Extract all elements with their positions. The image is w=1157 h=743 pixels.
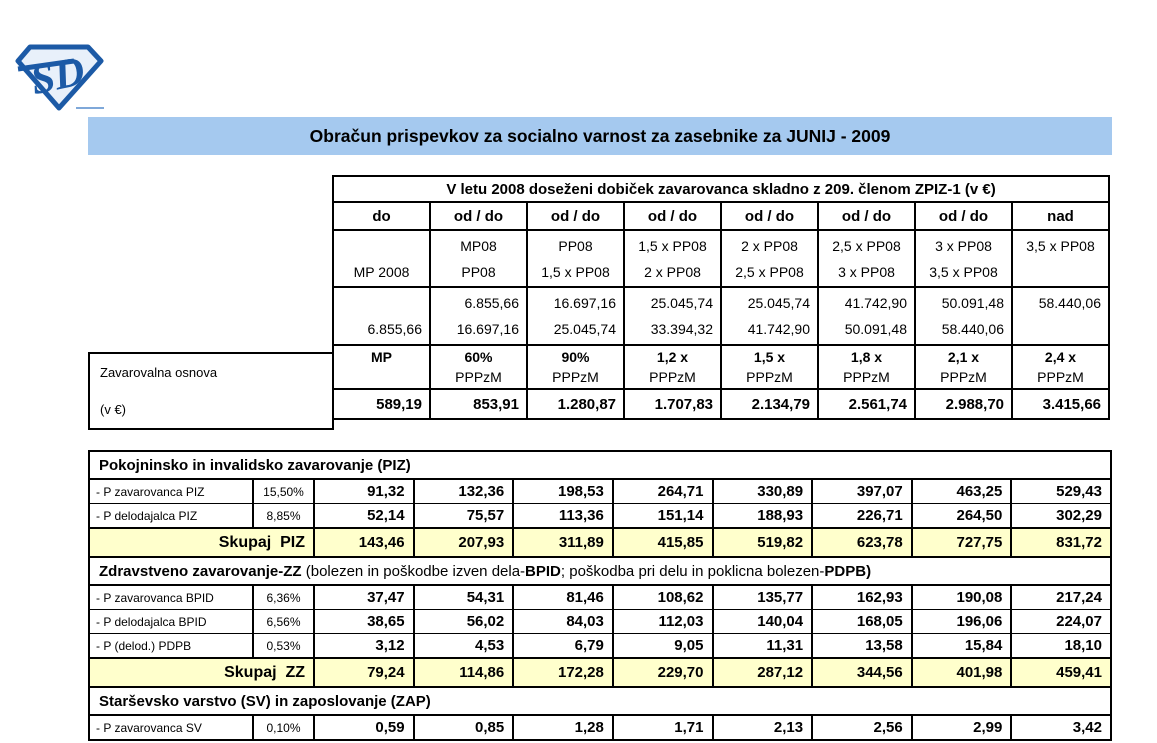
section-header-text: ; poškodba pri delu in poklicna bolezen- bbox=[560, 562, 825, 580]
bracket-range-cell: do bbox=[333, 202, 430, 230]
contribution-value: 9,05 bbox=[613, 634, 713, 659]
sd-diamond-logo bbox=[14, 42, 106, 114]
contribution-value: 0,85 bbox=[414, 715, 514, 740]
section-header-text: BPID bbox=[525, 562, 561, 580]
bracket-bound-cell: PP08 1,5 x PP08 bbox=[527, 230, 624, 287]
contribution-value: 108,62 bbox=[613, 585, 713, 610]
insurance-base-values-row bbox=[333, 389, 1109, 419]
bracket-amount-cell: 41.742,90 50.091,48 bbox=[818, 287, 915, 345]
bracket-amount-cell: 25.045,74 41.742,90 bbox=[721, 287, 818, 345]
contribution-label: - P delodajalca PIZ bbox=[89, 504, 253, 529]
total-value: 172,28 bbox=[513, 658, 613, 687]
total-value: 311,89 bbox=[513, 528, 613, 557]
total-value: 344,56 bbox=[812, 658, 912, 687]
contribution-value: 1,71 bbox=[613, 715, 713, 740]
contribution-value: 151,14 bbox=[613, 504, 713, 529]
insurance-base-header-cell: 1,8 x PPPzM bbox=[818, 345, 915, 389]
insurance-base-header-cell: 1,5 x PPPzM bbox=[721, 345, 818, 389]
contribution-label: - P (delod.) PDPB bbox=[89, 634, 253, 659]
contribution-value: 75,57 bbox=[414, 504, 514, 529]
bracket-bound-cell: 1,5 x PP08 2 x PP08 bbox=[624, 230, 721, 287]
total-value: 229,70 bbox=[613, 658, 713, 687]
insurance-base-header-cell: 90% PPPzM bbox=[527, 345, 624, 389]
contribution-value: 15,84 bbox=[912, 634, 1012, 659]
contribution-value: 112,03 bbox=[613, 610, 713, 634]
total-label: Skupaj ZZ bbox=[89, 658, 314, 687]
contribution-value: 135,77 bbox=[713, 585, 813, 610]
insurance-base-header-cell: MP bbox=[333, 345, 430, 389]
contribution-row bbox=[89, 715, 1111, 740]
contribution-rate: 0,10% bbox=[253, 715, 314, 740]
contribution-label: - P zavarovanca SV bbox=[89, 715, 253, 740]
total-value: 79,24 bbox=[314, 658, 414, 687]
contribution-rate: 6,36% bbox=[253, 585, 314, 610]
bracket-amount-cell: 50.091,48 58.440,06 bbox=[915, 287, 1012, 345]
total-row bbox=[89, 658, 1111, 687]
contribution-value: 217,24 bbox=[1011, 585, 1111, 610]
contribution-value: 463,25 bbox=[912, 479, 1012, 504]
contribution-label: - P zavarovanca PIZ bbox=[89, 479, 253, 504]
bracket-range-cell: od / do bbox=[430, 202, 527, 230]
profit-bracket-table bbox=[332, 175, 1110, 420]
insurance-base-value-cell: 1.707,83 bbox=[624, 389, 721, 419]
total-value: 207,93 bbox=[414, 528, 514, 557]
contribution-value: 4,53 bbox=[414, 634, 514, 659]
section-header-text: Zdravstveno zavarovanje-ZZ bbox=[99, 562, 306, 580]
section-header-text: PDPB) bbox=[824, 562, 872, 580]
contribution-row bbox=[89, 504, 1111, 529]
bracket-bound-cell: 2,5 x PP08 3 x PP08 bbox=[818, 230, 915, 287]
bracket-amount-cell: 6.855,66 16.697,16 bbox=[430, 287, 527, 345]
logo-monogram: SD bbox=[26, 48, 89, 105]
bracket-bound-cell: MP 2008 bbox=[333, 230, 430, 287]
bracket-bounds-row bbox=[333, 230, 1109, 287]
sd-diamond-logo-icon bbox=[14, 42, 106, 114]
insurance-base-header-cell: 2,4 x PPPzM bbox=[1012, 345, 1109, 389]
contribution-value: 54,31 bbox=[414, 585, 514, 610]
total-label: Skupaj PIZ bbox=[89, 528, 314, 557]
section-header-text: (bolezen in poškodbe izven dela- bbox=[305, 562, 526, 580]
contribution-rate: 15,50% bbox=[253, 479, 314, 504]
insurance-base-header-cell: 2,1 x PPPzM bbox=[915, 345, 1012, 389]
contributions-table bbox=[88, 450, 1112, 741]
contribution-value: 226,71 bbox=[812, 504, 912, 529]
contribution-value: 6,79 bbox=[513, 634, 613, 659]
section-header-text: Starševsko varstvo (SV) in zaposlovanje (ZAP) bbox=[99, 692, 431, 710]
contribution-row bbox=[89, 634, 1111, 659]
contribution-value: 3,12 bbox=[314, 634, 414, 659]
contribution-value: 91,32 bbox=[314, 479, 414, 504]
insurance-base-header-cell: 1,2 x PPPzM bbox=[624, 345, 721, 389]
bracket-bound-cell: 3,5 x PP08 bbox=[1012, 230, 1109, 287]
bracket-range-cell: od / do bbox=[624, 202, 721, 230]
section-header bbox=[89, 687, 1111, 715]
bracket-amount-cell: 6.855,66 bbox=[333, 287, 430, 345]
bracket-amount-cell: 25.045,74 33.394,32 bbox=[624, 287, 721, 345]
bracket-range-cell: od / do bbox=[527, 202, 624, 230]
bracket-range-cell: od / do bbox=[721, 202, 818, 230]
section-header-row bbox=[89, 451, 1111, 479]
contribution-value: 2,13 bbox=[713, 715, 813, 740]
contribution-value: 11,31 bbox=[713, 634, 813, 659]
total-value: 459,41 bbox=[1011, 658, 1111, 687]
total-value: 401,98 bbox=[912, 658, 1012, 687]
contrib-table-body bbox=[89, 451, 1111, 740]
total-value: 287,12 bbox=[713, 658, 813, 687]
contribution-value: 0,59 bbox=[314, 715, 414, 740]
contribution-row bbox=[89, 479, 1111, 504]
bracket-range-row bbox=[333, 202, 1109, 230]
logo-underline bbox=[76, 107, 104, 109]
contribution-value: 264,50 bbox=[912, 504, 1012, 529]
total-value: 623,78 bbox=[812, 528, 912, 557]
contribution-value: 529,43 bbox=[1011, 479, 1111, 504]
contribution-value: 168,05 bbox=[812, 610, 912, 634]
contribution-value: 188,93 bbox=[713, 504, 813, 529]
document-title: Obračun prispevkov za socialno varnost za zasebnike za JUNIJ - 2009 bbox=[309, 125, 891, 146]
contribution-value: 132,36 bbox=[414, 479, 514, 504]
bracket-amount-cell: 16.697,16 25.045,74 bbox=[527, 287, 624, 345]
bracket-bound-cell: MP08 PP08 bbox=[430, 230, 527, 287]
section-header bbox=[89, 557, 1111, 585]
total-value: 415,85 bbox=[613, 528, 713, 557]
contribution-value: 397,07 bbox=[812, 479, 912, 504]
contribution-value: 18,10 bbox=[1011, 634, 1111, 659]
contribution-value: 198,53 bbox=[513, 479, 613, 504]
insurance-base-header-row bbox=[333, 345, 1109, 389]
contribution-value: 264,71 bbox=[613, 479, 713, 504]
contribution-value: 162,93 bbox=[812, 585, 912, 610]
total-value: 831,72 bbox=[1011, 528, 1111, 557]
contribution-value: 3,42 bbox=[1011, 715, 1111, 740]
section-header-row bbox=[89, 687, 1111, 715]
contribution-value: 52,14 bbox=[314, 504, 414, 529]
insurance-base-label-cell bbox=[88, 352, 334, 430]
section-header bbox=[89, 451, 1111, 479]
contribution-value: 196,06 bbox=[912, 610, 1012, 634]
contribution-label: - P zavarovanca BPID bbox=[89, 585, 253, 610]
insurance-base-label-line1: Zavarovalna osnova bbox=[100, 365, 218, 380]
insurance-base-header-cell: 60% PPPzM bbox=[430, 345, 527, 389]
contribution-value: 81,46 bbox=[513, 585, 613, 610]
total-value: 114,86 bbox=[414, 658, 514, 687]
contribution-rate: 6,56% bbox=[253, 610, 314, 634]
total-value: 519,82 bbox=[713, 528, 813, 557]
insurance-base-value-cell: 589,19 bbox=[333, 389, 430, 419]
bracket-bound-cell: 2 x PP08 2,5 x PP08 bbox=[721, 230, 818, 287]
contribution-row bbox=[89, 585, 1111, 610]
insurance-base-label-line2: (v €) bbox=[100, 402, 126, 417]
bracket-table-title: V letu 2008 doseženi dobiček zavarovanca skladno z 209. členom ZPIZ-1 (v €) bbox=[333, 176, 1109, 202]
contribution-value: 140,04 bbox=[713, 610, 813, 634]
section-header-row bbox=[89, 557, 1111, 585]
bracket-amounts-row bbox=[333, 287, 1109, 345]
contribution-value: 2,56 bbox=[812, 715, 912, 740]
contribution-row bbox=[89, 610, 1111, 634]
contribution-value: 2,99 bbox=[912, 715, 1012, 740]
total-row bbox=[89, 528, 1111, 557]
bracket-title-row bbox=[333, 176, 1109, 202]
contribution-value: 113,36 bbox=[513, 504, 613, 529]
contribution-value: 330,89 bbox=[713, 479, 813, 504]
bracket-bound-cell: 3 x PP08 3,5 x PP08 bbox=[915, 230, 1012, 287]
contribution-rate: 8,85% bbox=[253, 504, 314, 529]
contribution-value: 84,03 bbox=[513, 610, 613, 634]
contribution-value: 224,07 bbox=[1011, 610, 1111, 634]
contribution-rate: 0,53% bbox=[253, 634, 314, 659]
insurance-base-value-cell: 2.988,70 bbox=[915, 389, 1012, 419]
bracket-amount-cell: 58.440,06 bbox=[1012, 287, 1109, 345]
total-value: 143,46 bbox=[314, 528, 414, 557]
contribution-value: 190,08 bbox=[912, 585, 1012, 610]
total-value: 727,75 bbox=[912, 528, 1012, 557]
bracket-range-cell: nad bbox=[1012, 202, 1109, 230]
section-header-text: Pokojninsko in invalidsko zavarovanje (PIZ) bbox=[99, 456, 411, 474]
contribution-value: 38,65 bbox=[314, 610, 414, 634]
insurance-base-value-cell: 853,91 bbox=[430, 389, 527, 419]
insurance-base-value-cell: 1.280,87 bbox=[527, 389, 624, 419]
document-title-banner bbox=[88, 117, 1112, 155]
contribution-value: 56,02 bbox=[414, 610, 514, 634]
insurance-base-value-cell: 2.561,74 bbox=[818, 389, 915, 419]
contribution-label: - P delodajalca BPID bbox=[89, 610, 253, 634]
insurance-base-value-cell: 3.415,66 bbox=[1012, 389, 1109, 419]
insurance-base-value-cell: 2.134,79 bbox=[721, 389, 818, 419]
bracket-range-cell: od / do bbox=[818, 202, 915, 230]
contribution-value: 1,28 bbox=[513, 715, 613, 740]
contribution-value: 302,29 bbox=[1011, 504, 1111, 529]
contribution-value: 37,47 bbox=[314, 585, 414, 610]
bracket-range-cell: od / do bbox=[915, 202, 1012, 230]
contribution-value: 13,58 bbox=[812, 634, 912, 659]
